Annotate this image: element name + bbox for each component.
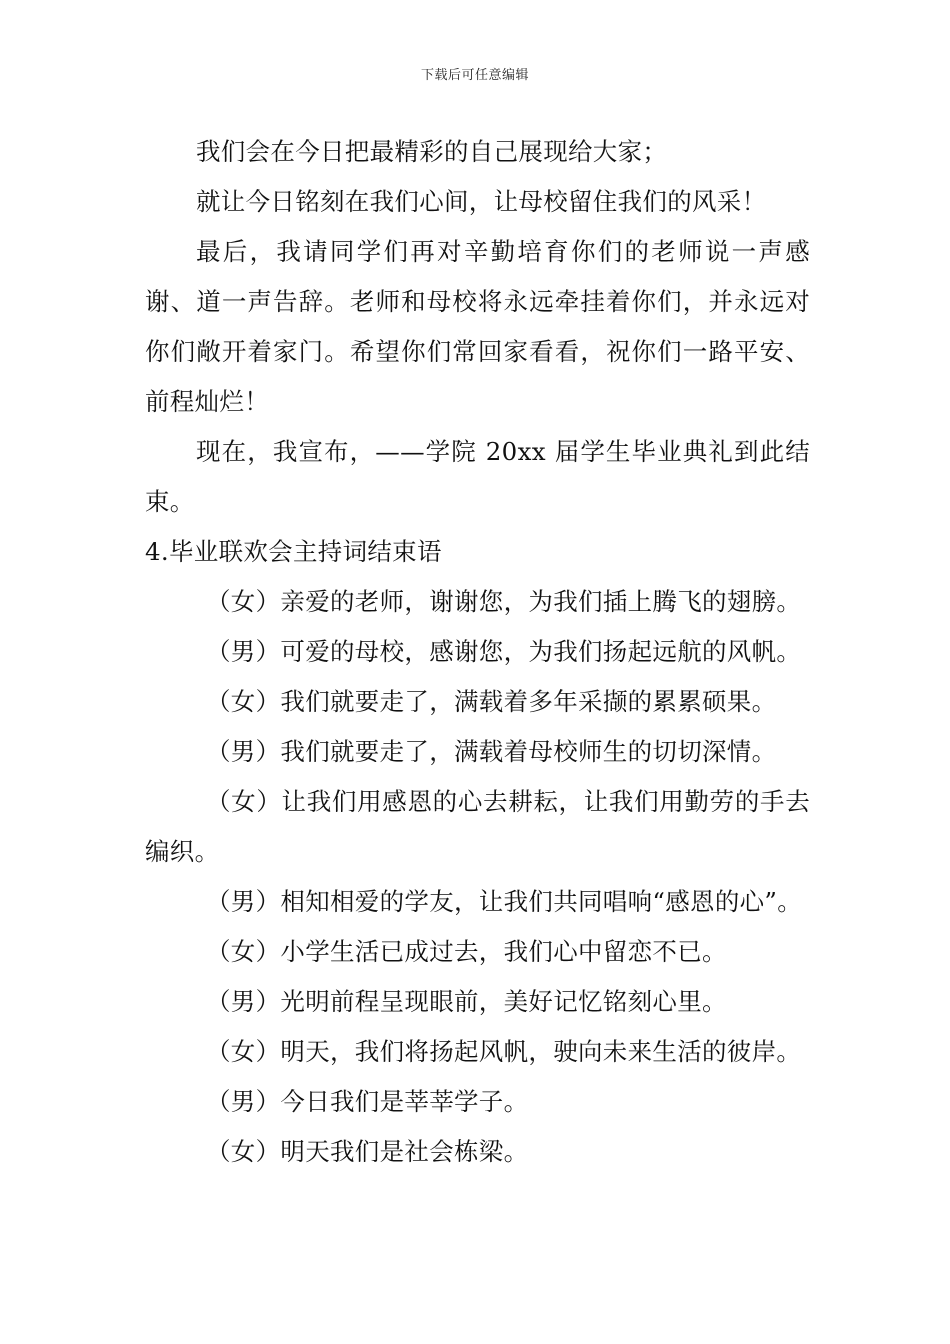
dialogue-line: （女）亲爱的老师，谢谢您，为我们插上腾飞的翅膀。 xyxy=(206,587,802,616)
dialogue-line: （男）我们就要走了，满载着母校师生的切切深情。 xyxy=(206,737,777,766)
document-body xyxy=(145,127,810,1177)
paragraph: 最后，我请同学们再对辛勤培育你们的老师说一声感谢、道一声告辞。老师和母校将永远牵挂着你们，并永远对你们敞开着家门。希望你们常回家看看，祝你们一路平安、前程灿烂！ xyxy=(145,237,810,416)
dialogue-line: （男）相知相爱的学友，让我们共同唱响“感恩的心”。 xyxy=(206,887,803,916)
section-heading: 4.毕业联欢会主持词结束语 xyxy=(145,537,442,566)
paragraph: 就让今日铭刻在我们心间，让母校留住我们的风采！ xyxy=(196,187,767,216)
dialogue-line: （男）光明前程呈现眼前，美好记忆铭刻心里。 xyxy=(206,987,727,1016)
paragraph: 我们会在今日把最精彩的自己展现给大家； xyxy=(196,137,668,166)
dialogue-line: （男）今日我们是莘莘学子。 xyxy=(206,1087,529,1116)
dialogue-line: （男）可爱的母校，感谢您，为我们扬起远航的风帆。 xyxy=(206,637,802,666)
dialogue-line: （女）明天我们是社会栋梁。 xyxy=(206,1137,529,1166)
paragraph: 现在，我宣布，——学院 20xx 届学生毕业典礼到此结束。 xyxy=(145,437,810,516)
dialogue-line: （女）让我们用感恩的心去耕耘，让我们用勤劳的手去编织。 xyxy=(145,787,810,866)
dialogue-line: （女）明天，我们将扬起风帆，驶向未来生活的彼岸。 xyxy=(206,1037,802,1066)
dialogue-line: （女）我们就要走了，满载着多年采撷的累累硕果。 xyxy=(206,687,777,716)
page-header: 下载后可任意编辑 xyxy=(420,68,529,83)
dialogue-line: （女）小学生活已成过去，我们心中留恋不已。 xyxy=(206,937,727,966)
